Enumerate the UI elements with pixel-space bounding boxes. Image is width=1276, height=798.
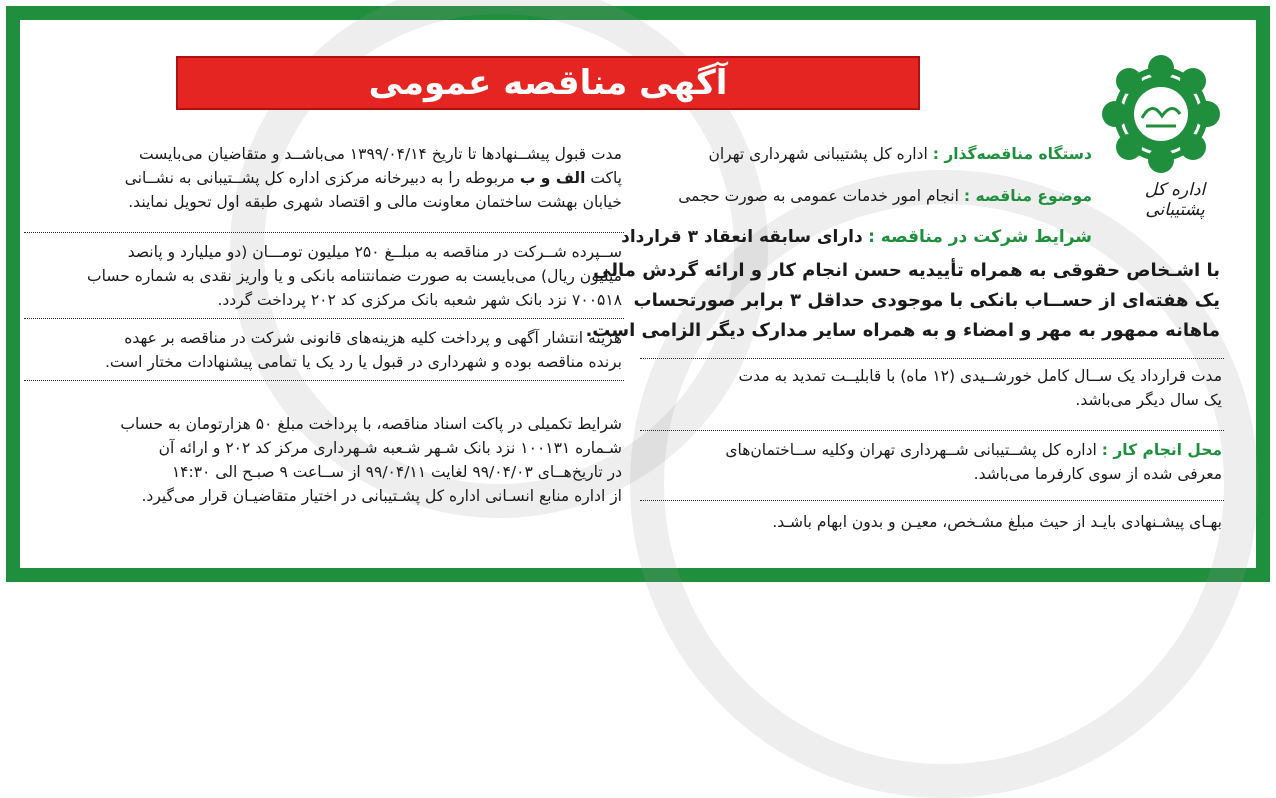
documents-line: در تاریخ‌هــای ۹۹/۰۴/۰۳ لغایت ۹۹/۰۴/۱۱ از ســاعت ۹ صبـح الی ۱۴:۳۰ bbox=[171, 463, 622, 481]
conditions-text: دارای سابقه انعقاد ۳ قرارداد bbox=[621, 227, 863, 247]
costs-block bbox=[24, 326, 622, 374]
price-block bbox=[640, 510, 1222, 534]
title-banner bbox=[176, 56, 920, 110]
ad-title: آگهی مناقصه عمومی bbox=[368, 63, 728, 103]
conditions-row bbox=[621, 224, 1092, 250]
deposit-line: ۷۰۰۵۱۸ نزد بانک شهر شعبه بانک مرکزی کد ۲۰۲ پرداخت گردد. bbox=[217, 291, 622, 309]
logo-caption: اداره کل پشتیبانی bbox=[1144, 180, 1206, 220]
place-label: محل انجام کار : bbox=[1101, 441, 1222, 459]
conditions-block bbox=[585, 256, 1220, 346]
documents-block bbox=[24, 412, 622, 508]
deposit-line: ســپرده شــرکت در مناقصه به مبلــغ ۲۵۰ میلیون تومـــان (دو میلیارد و پانصد bbox=[127, 243, 622, 261]
divider bbox=[24, 232, 624, 233]
envelope-label: الف و ب bbox=[519, 169, 586, 187]
deadline-text: پاکت bbox=[590, 169, 622, 187]
deadline-line: خیابان بهشت ساختمان معاونت مالی و اقتصاد شهری طبقه اول تحویل نمایند. bbox=[128, 193, 622, 211]
price-line: بهـای پیشـنهادی بایـد از حیث مبلغ مشـخص، معیـن و بدون ابهام باشـد. bbox=[772, 513, 1222, 531]
divider bbox=[640, 430, 1224, 431]
deadline-line bbox=[24, 166, 622, 190]
duration-line: یک سال دیگر می‌باشد. bbox=[1075, 391, 1222, 409]
conditions-line: ماهانه ممهور به مهر و امضاء و به همراه سایر مدارک دیگر الزامی است. bbox=[585, 320, 1220, 341]
conditions-line: یک هفته‌ای از حســاب بانکی با موجودی حداقل ۳ برابر صورتحساب bbox=[633, 290, 1220, 311]
costs-line: برنده مناقصه بوده و شهرداری در قبول یا رد یک یا تمامی پیشنهادات مختار است. bbox=[104, 353, 622, 371]
place-line: معرفی شده از سوی کارفرما می‌باشد. bbox=[973, 465, 1222, 483]
costs-line: هزینه انتشار آگهی و پرداخت کلیه هزینه‌های قانونی شرکت در مناقصه بر عهده bbox=[124, 329, 622, 347]
deposit-block bbox=[24, 240, 622, 312]
conditions-line: با اشـخاص حقوقی به همراه تأییدیه حسن انجام کار و ارائه گردش مالی bbox=[593, 260, 1220, 281]
organizer-value: اداره کل پشتیبانی شهرداری تهران bbox=[708, 145, 928, 163]
deadline-line: مدت قبول پیشــنهادها تا تاریخ ۱۳۹۹/۰۴/۱۴ می‌باشــد و متقاضیان می‌بایست bbox=[139, 145, 622, 163]
place-value: اداره کل پشــتیبانی شــهرداری تهران وکلیه ســاختمان‌های bbox=[725, 441, 1097, 459]
deadline-text: مربوطه را به دبیرخانه مرکزی اداره کل پشــتیبانی به نشــانی bbox=[124, 169, 515, 187]
conditions-label: شرایط شرکت در مناقصه : bbox=[868, 227, 1092, 247]
duration-block bbox=[640, 364, 1222, 412]
documents-line: از اداره منابع انسـانی اداره کل پشـتیبانی در اختیار متقاضیـان قرار می‌گیرد. bbox=[141, 487, 622, 505]
right-column bbox=[621, 126, 1092, 250]
left-column bbox=[24, 126, 622, 214]
divider bbox=[640, 500, 1224, 501]
subject-value: انجام امور خدمات عمومی به صورت حجمی bbox=[678, 187, 959, 205]
organizer-row bbox=[640, 142, 1092, 166]
subject-label: موضوع مناقصه : bbox=[963, 187, 1092, 205]
divider bbox=[24, 380, 624, 381]
duration-line: مدت قرارداد یک ســال کامل خورشــیدی (۱۲ ماه) با قابلیــت تمدید به مدت bbox=[738, 367, 1222, 385]
divider bbox=[24, 318, 624, 319]
deposit-line: میلیون ریال) می‌بایست به صورت ضمانتنامه بانکی و یا واریز نقدی به شماره حساب bbox=[87, 267, 622, 285]
documents-line: شـماره ۱۰۰۱۳۱ نزد بانک شـهر شـعبه شـهرداری مرکز کد ۲۰۲ و ارائه آن bbox=[158, 439, 622, 457]
subject-row bbox=[640, 184, 1092, 208]
place-block bbox=[640, 438, 1222, 486]
place-row bbox=[640, 438, 1222, 462]
organizer-label: دستگاه مناقصه‌گذار : bbox=[932, 145, 1092, 163]
municipality-logo-icon bbox=[1102, 56, 1220, 176]
divider bbox=[640, 358, 1224, 359]
documents-line: شرایط تکمیلی در پاکت اسناد مناقصه، با پرداخت مبلغ ۵۰ هزارتومان به حساب bbox=[120, 415, 622, 433]
